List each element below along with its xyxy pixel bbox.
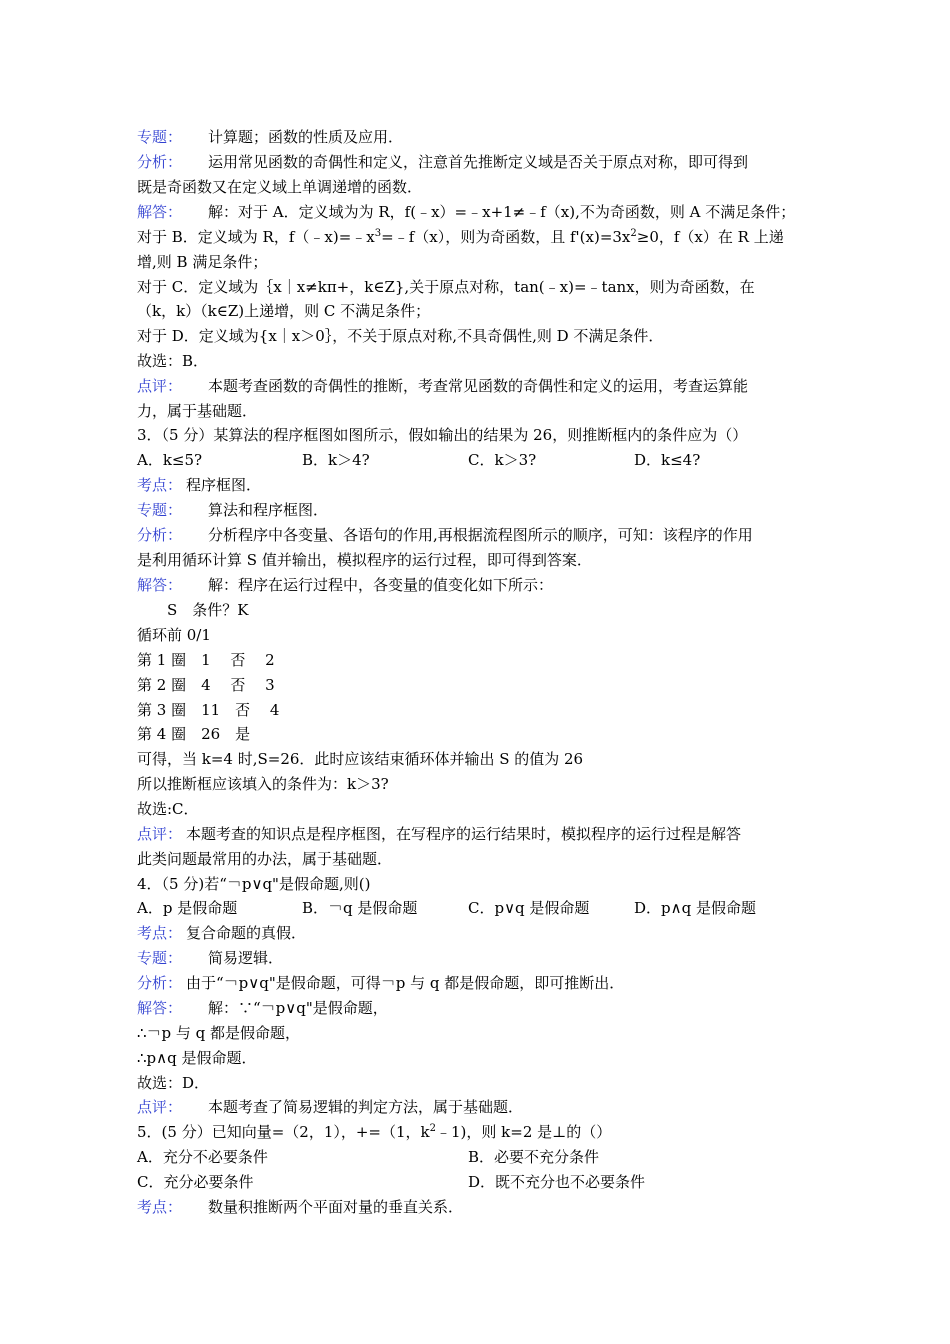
comment-label: 点评： bbox=[137, 1098, 183, 1116]
q2-topic-text: 计算题；函数的性质及应用． bbox=[208, 128, 404, 146]
q3-option-d: D．k≤4? bbox=[634, 451, 701, 469]
q3-point-line bbox=[137, 475, 261, 495]
q3-table-row-3: 第 3 圈 11 否 4 bbox=[137, 701, 280, 719]
superscript-2: 2 bbox=[630, 228, 637, 239]
q2-analysis-line bbox=[137, 152, 748, 172]
q4-comment-line bbox=[137, 1097, 523, 1117]
analysis-label: 分析： bbox=[137, 974, 183, 992]
q2-answer-2c: ≥0，f（x）在 R 上递 bbox=[636, 228, 784, 246]
q4-answer-line-2: ∴￢p 与 q 都是假命题， bbox=[137, 1024, 301, 1042]
q5-stem bbox=[137, 1122, 611, 1142]
superscript-2: 2 bbox=[429, 1123, 437, 1134]
q2-answer-line-3: 增,则 B 满足条件； bbox=[137, 253, 268, 271]
q2-comment-line bbox=[137, 376, 748, 396]
q3-option-b: B．k＞4? bbox=[302, 451, 370, 469]
q5-options-row-1 bbox=[137, 1147, 837, 1167]
answer-label: 解答： bbox=[137, 203, 183, 221]
q5-options-row-2 bbox=[137, 1172, 837, 1192]
q4-stem: 4．（5 分)若“￢p∨q"是假命题,则() bbox=[137, 875, 371, 893]
q2-analysis-line-2: 既是奇函数又在定义域上单调递增的函数． bbox=[137, 178, 423, 196]
topic-label: 专题： bbox=[137, 501, 183, 519]
superscript-3: 3 bbox=[374, 228, 382, 239]
q4-answer-text-1: 解：∵“￢p∨q"是假命题， bbox=[208, 999, 388, 1017]
q5-point-line bbox=[137, 1197, 463, 1217]
q2-answer-2a: 对于 B．定义域为 R，f（﹣x)=﹣x bbox=[137, 228, 375, 246]
q2-topic-line bbox=[137, 127, 403, 147]
q4-analysis-text: 由于“￢p∨q"是假命题，可得￢p 与 q 都是假命题，即可推断出． bbox=[186, 974, 625, 992]
q2-answer-line bbox=[137, 202, 795, 222]
q3-point-text: 程序框图． bbox=[186, 476, 262, 494]
q5-option-a: A．充分不必要条件 bbox=[137, 1148, 268, 1166]
q2-answer-2b: =﹣f（x），则为奇函数，且 f'(x)=3x bbox=[381, 228, 631, 246]
q3-table-row-1: 第 1 圈 1 否 2 bbox=[137, 651, 275, 669]
q3-answer-line-2: 可得，当 k=4 时,S=26．此时应该结束循环体并输出 S 的值为 26 bbox=[137, 750, 584, 768]
q3-analysis-line bbox=[137, 525, 753, 545]
q2-answer-line-2 bbox=[137, 227, 784, 247]
q4-comment-text: 本题考查了简易逻辑的判定方法，属于基础题． bbox=[208, 1098, 524, 1116]
answer-label: 解答： bbox=[137, 576, 183, 594]
point-label: 考点： bbox=[137, 476, 183, 494]
q3-analysis-line-2: 是利用循环计算 S 值并输出，模拟程序的运行过程，即可得到答案． bbox=[137, 551, 592, 569]
analysis-label: 分析： bbox=[137, 526, 183, 544]
q4-answer-line-3: ∴p∧q 是假命题． bbox=[137, 1049, 257, 1067]
answer-label: 解答： bbox=[137, 999, 183, 1017]
q2-answer-line-7: 故选：B． bbox=[137, 352, 209, 370]
q5-stem-a: 5．(5 分）已知向量=（2，1），+=（1，k bbox=[137, 1123, 430, 1141]
q3-comment-text-1: 本题考查的知识点是程序框图，在写程序的运行结果时，模拟程序的运行过程是解答 bbox=[186, 825, 742, 843]
q3-comment-line bbox=[137, 824, 741, 844]
q4-point-text: 复合命题的真假． bbox=[186, 924, 307, 942]
q2-answer-text-1: 解：对于 A．定义域为为 R，f(﹣x）=﹣x+1≠﹣f（x),不为奇函数，则 A 不满足条件； bbox=[208, 203, 796, 221]
q3-answer-text-1: 解：程序在运行过程中，各变量的值变化如下所示： bbox=[208, 576, 554, 594]
q3-topic-line bbox=[137, 500, 328, 520]
q5-option-c: C．充分必要条件 bbox=[137, 1173, 254, 1191]
q3-analysis-text-1: 分析程序中各变量、各语句的作用,再根据流程图所示的顺序，可知：该程序的作用 bbox=[208, 526, 753, 544]
topic-label: 专题： bbox=[137, 949, 183, 967]
q5-option-d: D．既不充分也不必要条件 bbox=[468, 1173, 646, 1191]
q2-comment-line-2: 力，属于基础题． bbox=[137, 402, 258, 420]
q4-option-a: A．p 是假命题 bbox=[137, 899, 238, 917]
q3-answer-line bbox=[137, 575, 553, 595]
point-label: 考点： bbox=[137, 1198, 183, 1216]
q3-topic-text: 算法和程序框图． bbox=[208, 501, 329, 519]
q4-answer-line bbox=[137, 998, 388, 1018]
q4-topic-line bbox=[137, 948, 283, 968]
q4-options bbox=[137, 898, 837, 918]
q3-options bbox=[137, 450, 837, 470]
q4-option-d: D．p∧q 是假命题 bbox=[634, 899, 756, 917]
q2-analysis-text-1: 运用常见函数的奇偶性和定义，注意首先推断定义域是否关于原点对称，即可得到 bbox=[208, 153, 749, 171]
q3-table-row-0: 循环前 0/1 bbox=[137, 626, 211, 644]
q3-option-c: C．k＞3? bbox=[468, 451, 537, 469]
analysis-label: 分析： bbox=[137, 153, 183, 171]
q3-table-row-4: 第 4 圈 26 是 bbox=[137, 725, 251, 743]
q2-answer-line-5: （k，k）（k∈Z)上递增，则 C 不满足条件； bbox=[137, 302, 431, 320]
q4-topic-text: 简易逻辑． bbox=[208, 949, 284, 967]
comment-label: 点评： bbox=[137, 825, 183, 843]
q4-analysis-line bbox=[137, 973, 624, 993]
topic-label: 专题： bbox=[137, 128, 183, 146]
q3-table-header: S 条件？K bbox=[167, 601, 249, 619]
q3-table-row-2: 第 2 圈 4 否 3 bbox=[137, 676, 275, 694]
q2-comment-text-1: 本题考查函数的奇偶性的推断，考查常见函数的奇偶性和定义的运用，考查运算能 bbox=[208, 377, 749, 395]
q3-comment-line-2: 此类问题最常用的办法，属于基础题． bbox=[137, 850, 393, 868]
q3-option-a: A．k≤5? bbox=[137, 451, 203, 469]
q4-point-line bbox=[137, 923, 306, 943]
q5-point-text: 数量积推断两个平面对量的垂直关系． bbox=[208, 1198, 464, 1216]
q3-answer-line-3: 所以推断框应该填入的条件为：k＞3? bbox=[137, 775, 389, 793]
q5-stem-b: ﹣1)，则 k=2 是⊥的（） bbox=[436, 1123, 612, 1141]
point-label: 考点： bbox=[137, 924, 183, 942]
q5-option-b: B．必要不充分条件 bbox=[468, 1148, 600, 1166]
q4-answer-line-4: 故选：D． bbox=[137, 1074, 210, 1092]
q2-answer-line-4: 对于 C．定义域为｛x｜x≠kπ+，k∈Z},关于原点对称，tan(﹣x)=﹣tanx，则为奇函数，在 bbox=[137, 278, 755, 296]
q2-answer-line-6: 对于 D．定义域为{x｜x＞0｝，不关于原点对称,不具奇偶性,则 D 不满足条件． bbox=[137, 327, 664, 345]
q3-answer-line-4: 故选:C． bbox=[137, 800, 199, 818]
q3-stem: 3．（5 分）某算法的程序框图如图所示，假如输出的结果为 26，则推断框内的条件应为（） bbox=[137, 426, 748, 444]
q4-option-b: B．￢q 是假命题 bbox=[302, 899, 418, 917]
q4-option-c: C．p∨q 是假命题 bbox=[468, 899, 590, 917]
comment-label: 点评： bbox=[137, 377, 183, 395]
